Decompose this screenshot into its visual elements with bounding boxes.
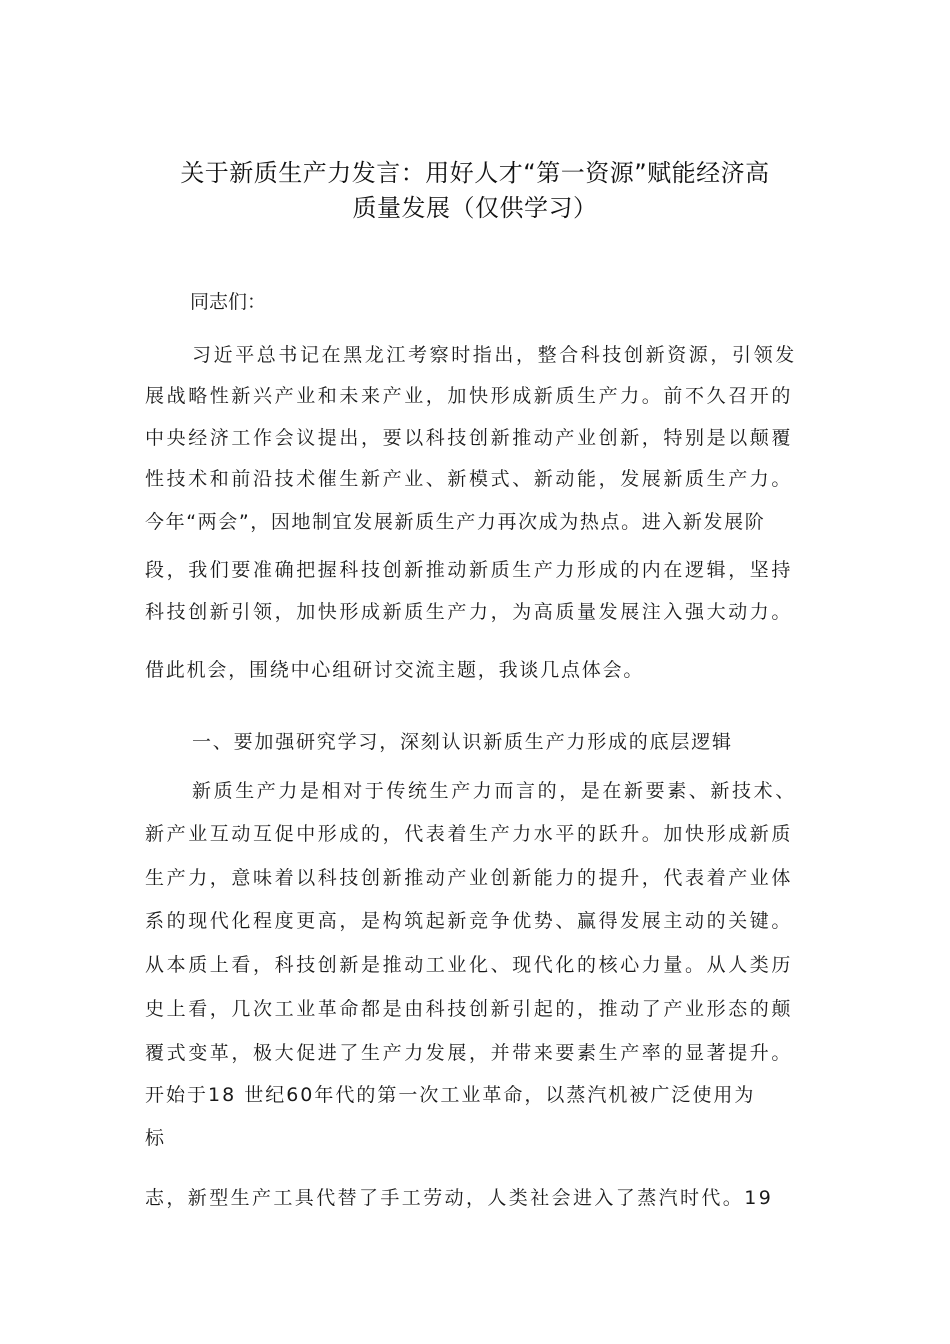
paragraph-3-line-2: 新产业互动互促中形成的，代表着生产力水平的跃升。加快形成新质 <box>145 823 794 845</box>
paragraph-1-line-3: 中央经济工作会议提出，要以科技创新推动产业创新，特别是以颠覆 <box>145 427 794 449</box>
paragraph-3-line-6: 史上看，几次工业革命都是由科技创新引起的，推动了产业形态的颠 <box>145 998 794 1020</box>
paragraph-3-line-3: 生产力，意味着以科技创新推动产业创新能力的提升，代表着产业体 <box>145 867 794 889</box>
section-heading-1: 一、要加强研究学习，深刻认识新质生产力形成的底层逻辑 <box>192 731 733 753</box>
paragraph-3-line-4: 系的现代化程度更高，是构筑起新竞争优势、赢得发展主动的关键。 <box>145 910 794 932</box>
paragraph-1-line-4: 性技术和前沿技术催生新产业、新模式、新动能，发展新质生产力。 <box>145 468 794 490</box>
paragraph-3-line-7: 覆式变革，极大促进了生产力发展，并带来要素生产率的显著提升。 <box>145 1042 794 1064</box>
paragraph-3-line-1: 新质生产力是相对于传统生产力而言的，是在新要素、新技术、 <box>192 780 797 802</box>
paragraph-1-line-7: 科技创新引领，加快形成新质生产力，为高质量发展注入强大动力。 <box>145 601 794 623</box>
salutation: 同志们： <box>190 291 267 313</box>
paragraph-1-line-5: 今年“两会”，因地制宜发展新质生产力再次成为热点。进入新发展阶 <box>145 511 766 533</box>
document-title-line-2: 质量发展（仅供学习） <box>352 194 598 222</box>
paragraph-2: 借此机会，围绕中心组研讨交流主题，我谈几点体会。 <box>145 659 645 681</box>
paragraph-1-line-2: 展战略性新兴产业和未来产业，加快形成新质生产力。前不久召开的 <box>145 385 794 407</box>
paragraph-1-line-1: 习近平总书记在黑龙江考察时指出，整合科技创新资源，引领发 <box>192 344 797 366</box>
document-title-line-1: 关于新质生产力发言：用好人才“第一资源”赋能经济高 <box>180 159 770 187</box>
paragraph-3-line-8: 开始于18 世纪60年代的第一次工业革命，以蒸汽机被广泛使用为 <box>145 1084 756 1106</box>
paragraph-3-line-10: 志，新型生产工具代替了手工劳动，人类社会进入了蒸汽时代。19 <box>145 1187 774 1209</box>
paragraph-3-line-9: 标 <box>145 1127 165 1149</box>
paragraph-1-line-6: 段，我们要准确把握科技创新推动新质生产力形成的内在逻辑，坚持 <box>145 559 794 581</box>
paragraph-3-line-5: 从本质上看，科技创新是推动工业化、现代化的核心力量。从人类历 <box>145 954 794 976</box>
